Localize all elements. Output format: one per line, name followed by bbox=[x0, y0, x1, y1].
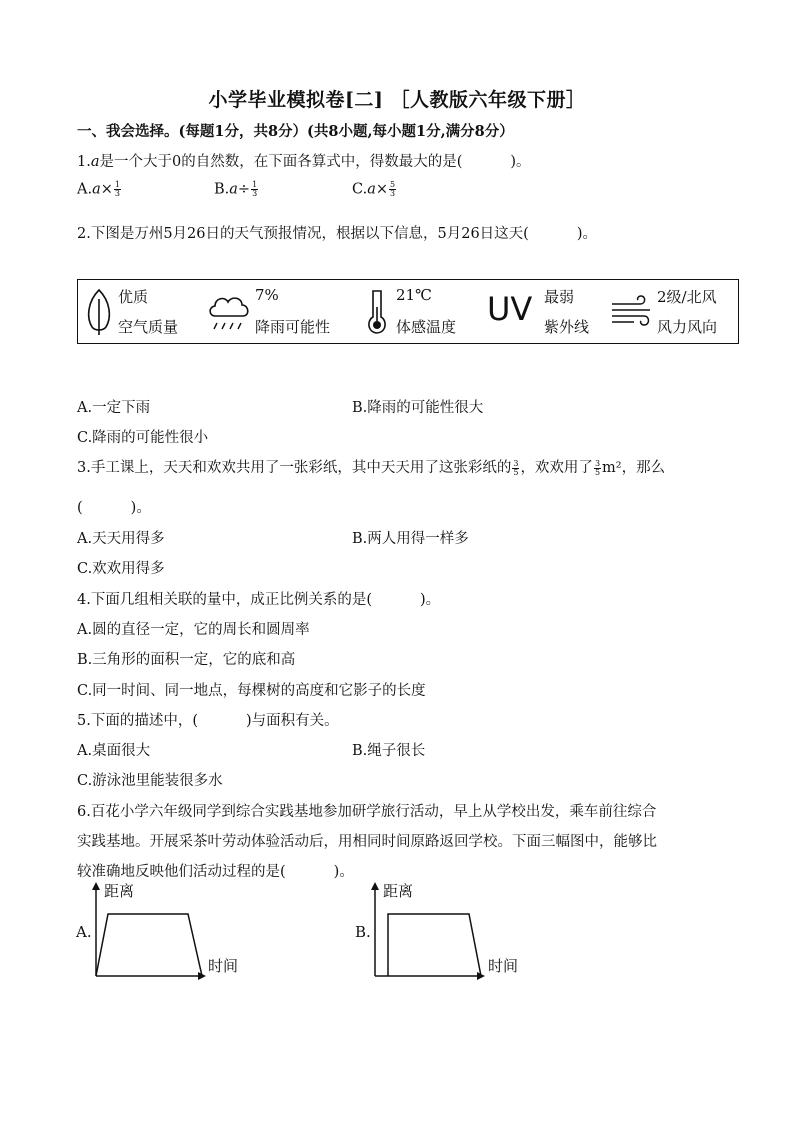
question-text: 4.下面几组相关联的量中，成正比例关系的是( bbox=[77, 592, 372, 608]
question-6-line-2: 实践基地。开展采茶叶劳动体验活动后，用相同时间原路返回学校。下面三幅图中，能够比 bbox=[77, 834, 657, 850]
graph-a-y-axis-label: 距离 bbox=[104, 882, 135, 900]
uv-symbol: UV bbox=[487, 290, 533, 328]
question-3-option-a[interactable]: A.天天用得多 bbox=[77, 531, 165, 547]
question-4-option-b[interactable]: B.三角形的面积一定，它的底和高 bbox=[77, 652, 296, 668]
option-label: B. bbox=[214, 181, 230, 198]
question-1-option-c[interactable] bbox=[352, 181, 397, 198]
question-text: ，那么 bbox=[621, 460, 666, 476]
feels-like-temperature-label: 体感温度 bbox=[396, 318, 457, 336]
question-1-option-a[interactable] bbox=[77, 181, 122, 198]
variable-a: a bbox=[90, 154, 100, 170]
question-end: )。 bbox=[333, 864, 354, 880]
graph-b-y-arrow bbox=[371, 882, 379, 890]
fraction: $\frac{1}{3}$ bbox=[252, 180, 258, 198]
fraction: $\frac{3}{5}$ bbox=[594, 458, 601, 477]
unit-text: m² bbox=[602, 460, 622, 476]
rain-cloud-icon bbox=[207, 292, 253, 334]
question-text: 2.下图是万州5月26日的天气预报情况，根据以下信息，5月26日这天( bbox=[77, 226, 529, 242]
question-end: )。 bbox=[420, 592, 441, 608]
question-6-line-3 bbox=[77, 860, 354, 881]
operator: × bbox=[375, 181, 388, 198]
air-quality-value: 优质 bbox=[118, 288, 149, 306]
graph-b-label[interactable]: B. bbox=[355, 923, 371, 941]
variable-a: a bbox=[92, 181, 101, 198]
question-end: )。 bbox=[576, 226, 598, 242]
question-1-stem bbox=[77, 150, 531, 171]
graph-a-line bbox=[96, 914, 202, 976]
operator: × bbox=[100, 181, 113, 198]
variable-a: a bbox=[367, 181, 376, 198]
question-2-option-b[interactable]: B.降雨的可能性很大 bbox=[352, 400, 484, 416]
graph-a-label[interactable]: A. bbox=[76, 923, 92, 941]
wind-label: 风力风向 bbox=[657, 318, 718, 336]
graph-a-y-arrow bbox=[92, 882, 100, 890]
feels-like-temperature-value: 21℃ bbox=[396, 286, 432, 304]
question-2-option-a[interactable]: A.一定下雨 bbox=[77, 400, 151, 416]
fraction: $\frac{5}{3}$ bbox=[390, 180, 396, 198]
question-3-option-b[interactable]: B.两人用得一样多 bbox=[352, 531, 469, 547]
wind-icon bbox=[610, 292, 654, 332]
question-text: ，欢欢用了 bbox=[520, 460, 593, 476]
question-text: 5.下面的描述中，( bbox=[77, 713, 198, 729]
section-heading: 一、我会选择。(每题1分，共8分）(共8小题,每小题1分,满分8分） bbox=[77, 123, 514, 140]
question-4-option-c[interactable]: C.同一时间、同一地点，每棵树的高度和它影子的长度 bbox=[77, 683, 426, 699]
question-text: 是一个大于0的自然数，在下面各算式中，得数最大的是( bbox=[99, 154, 463, 170]
graph-b bbox=[369, 880, 489, 980]
question-5-stem bbox=[77, 709, 339, 730]
uv-label: 紫外线 bbox=[544, 318, 590, 336]
question-2-stem bbox=[77, 222, 597, 243]
question-end: )与面积有关。 bbox=[246, 713, 339, 729]
question-end: )。 bbox=[130, 500, 151, 516]
graph-b-line bbox=[388, 914, 481, 976]
question-5-option-a[interactable]: A.桌面很大 bbox=[77, 743, 151, 759]
variable-a: a bbox=[229, 181, 238, 198]
question-3-answer-blank bbox=[77, 496, 151, 517]
question-4-option-a[interactable]: A.圆的直径一定，它的周长和圆周率 bbox=[77, 622, 310, 638]
paren-open: ( bbox=[77, 500, 83, 516]
graph-a-x-axis-label: 时间 bbox=[208, 957, 239, 975]
operator: ÷ bbox=[237, 181, 251, 198]
question-3-stem bbox=[77, 456, 665, 477]
graph-a bbox=[90, 880, 210, 980]
question-end: )。 bbox=[510, 154, 531, 170]
question-3-option-c[interactable]: C.欢欢用得多 bbox=[77, 561, 165, 577]
option-label: A. bbox=[77, 181, 93, 198]
question-5-option-b[interactable]: B.绳子很长 bbox=[352, 743, 426, 759]
uv-value: 最弱 bbox=[544, 288, 575, 306]
thermometer-icon bbox=[362, 287, 392, 337]
question-4-stem bbox=[77, 588, 440, 609]
graph-b-y-axis-label: 距离 bbox=[383, 882, 414, 900]
question-6-line-1: 6.百花小学六年级同学到综合实践基地参加研学旅行活动，早上从学校出发，乘车前往综合 bbox=[77, 804, 657, 820]
question-5-option-c[interactable]: C.游泳池里能装很多水 bbox=[77, 773, 223, 789]
rain-probability-label: 降雨可能性 bbox=[255, 318, 331, 336]
graph-b-x-axis-label: 时间 bbox=[488, 957, 519, 975]
air-quality-label: 空气质量 bbox=[118, 318, 179, 336]
question-number: 1. bbox=[77, 154, 91, 170]
question-2-option-c[interactable]: C.降雨的可能性很小 bbox=[77, 430, 209, 446]
fraction: $\frac{3}{5}$ bbox=[513, 458, 519, 477]
rain-probability-value: 7% bbox=[255, 286, 279, 304]
question-text: 较准确地反映他们活动过程的是( bbox=[77, 864, 286, 880]
wind-value: 2级/北风 bbox=[657, 288, 717, 306]
leaf-icon bbox=[84, 287, 114, 337]
option-label: C. bbox=[352, 181, 368, 198]
question-1-option-b[interactable] bbox=[214, 181, 259, 198]
fraction: $\frac{1}{3}$ bbox=[114, 180, 120, 198]
page-title: 小学毕业模拟卷[二] ［人教版六年级下册］ bbox=[208, 89, 586, 111]
question-text: 3.手工课上，天天和欢欢共用了一张彩纸，其中天天用了这张彩纸的 bbox=[77, 460, 512, 476]
